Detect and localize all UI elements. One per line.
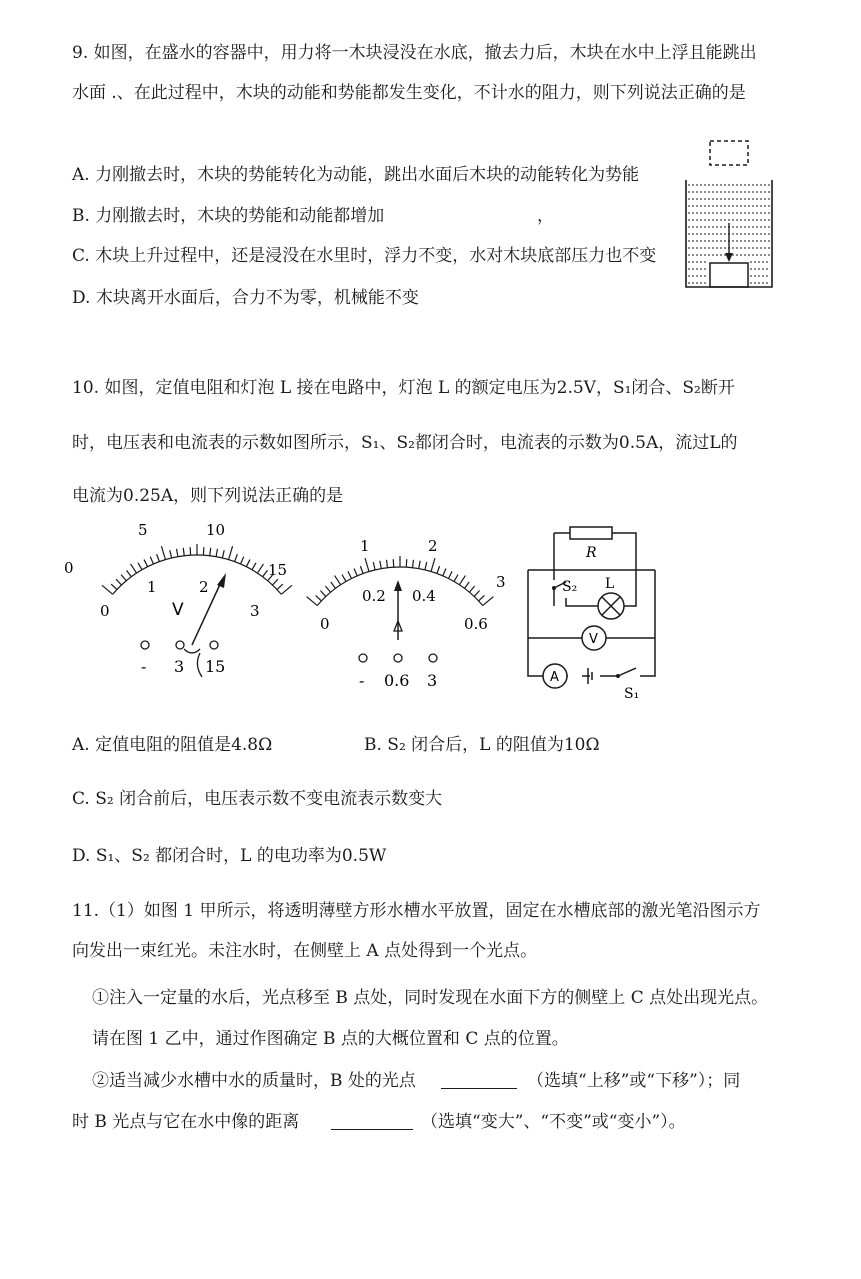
- scale-tick: [161, 546, 165, 559]
- scale-tick: [325, 586, 330, 592]
- scale-tick: [431, 558, 435, 571]
- voltmeter-top-label-5: 5: [138, 521, 148, 539]
- scale-tick: [335, 576, 341, 585]
- voltmeter-bottom-label-0: 0: [100, 602, 110, 620]
- scale-tick: [177, 549, 178, 557]
- scale-tick: [464, 582, 469, 588]
- scale-tick: [121, 575, 126, 581]
- voltmeter-terminal-label-15: 15: [205, 657, 226, 676]
- scale-tick: [320, 591, 325, 597]
- ammeter-terminal-label-3: 3: [427, 671, 438, 690]
- voltmeter-bottom-label-1: 1: [147, 578, 157, 596]
- ammeter-bottom-label-0: 0: [320, 615, 330, 633]
- q11-stem-line2: 向发出一束红光。未注水时，在侧壁上 A 点处得到一个光点。: [72, 941, 538, 961]
- scale-tick: [448, 571, 452, 578]
- switch2-pivot: [552, 586, 556, 590]
- ammeter-top-label-3: 3: [496, 573, 506, 591]
- scale-tick: [483, 597, 494, 606]
- voltmeter-terminal-label-neg: -: [141, 657, 147, 676]
- wood-block-above-water: [710, 141, 748, 165]
- ammeter-top-label-2: 2: [428, 537, 438, 555]
- scale-tick: [272, 579, 277, 585]
- voltmeter-scale-ticks: [102, 544, 292, 594]
- scale-tick: [331, 582, 336, 588]
- q11-part2-line2-start: 时 B 光点与它在水中像的距离: [72, 1112, 300, 1132]
- scale-tick: [150, 557, 153, 564]
- scale-tick: [380, 561, 381, 569]
- scale-tick: [102, 585, 113, 594]
- scale-tick: [210, 548, 211, 556]
- scale-tick: [216, 549, 217, 557]
- voltmeter-bottom-label-2: 2: [199, 578, 209, 596]
- scale-tick: [307, 597, 318, 606]
- scale-tick: [459, 576, 465, 585]
- scale-tick: [229, 546, 233, 559]
- voltmeter-terminal-15: [210, 641, 218, 649]
- ammeter-terminal-neg: [359, 654, 367, 662]
- voltmeter-top-label-0: 0: [64, 559, 74, 577]
- voltmeter-bottom-label-3: 3: [250, 602, 260, 620]
- scale-tick: [144, 560, 148, 567]
- q10-option-c: C. S₂ 闭合前后，电压表示数不变电流表示数变大: [72, 789, 443, 809]
- switch1-pivot: [616, 674, 620, 678]
- scale-tick: [348, 571, 352, 578]
- q9-option-d: D. 木块离开水面后，合力不为零，机械能不变: [72, 288, 419, 308]
- scale-tick: [138, 563, 142, 570]
- q11-part1-line2: 请在图 1 乙中，通过作图确定 B 点的大概位置和 C 点的位置。: [92, 1029, 569, 1049]
- scale-arc: [113, 555, 282, 594]
- q10-stem-line1: 10. 如图，定值电阻和灯泡 L 接在电路中，灯泡 L 的额定电压为2.5V，S₁闭合、S₂断开: [72, 378, 735, 398]
- scale-tick: [365, 558, 369, 571]
- voltmeter-terminal-neg: [141, 641, 149, 649]
- q9-option-b: B. 力刚撤去时，木块的势能和动能都增加: [72, 206, 385, 226]
- scale-tick: [246, 560, 250, 567]
- q9-stem-line2: 水面 .、在此过程中，木块的动能和势能都发生变化，不计水的阻力，则下列说法正确的是: [72, 83, 746, 103]
- lamp-label: L: [605, 576, 615, 592]
- q11-stem-line1: 11.（1）如图 1 甲所示，将透明薄壁方形水槽水平放置，固定在水槽底部的激光笔沿图示方: [72, 901, 761, 921]
- q11-part2-line2-end: （选填“变大”、“不变”或“变小”）。: [421, 1112, 686, 1132]
- scale-tick: [241, 557, 244, 564]
- lamp-cross: [602, 597, 620, 615]
- ammeter-needle-tip: [394, 580, 402, 591]
- ammeter-terminal-06: [394, 654, 402, 662]
- circuit-diagram: [520, 518, 665, 708]
- switch1-label: S₁: [624, 686, 640, 702]
- ammeter-bottom-label-06: 0.6: [464, 615, 488, 633]
- scale-tick: [183, 548, 184, 556]
- scale-tick: [127, 570, 132, 576]
- water-container-figure: [680, 135, 780, 295]
- q9-option-a: A. 力刚撤去时，木块的势能转化为动能，跳出水面后木块的动能转化为势能: [72, 165, 640, 185]
- q11-part2-line1-end: （选填“上移”或“下移”）；同: [527, 1071, 741, 1091]
- scale-tick: [342, 575, 346, 582]
- scale-tick: [469, 586, 474, 592]
- scale-tick: [474, 591, 479, 597]
- scale-tick: [354, 568, 357, 575]
- scale-tick: [111, 584, 117, 589]
- q10-stem-line2: 时，电压表和电流表的示数如图所示，S₁、S₂都闭合时，电流表的示数为0.5A，流过L的: [72, 433, 738, 453]
- scale-tick: [235, 554, 238, 562]
- scale-tick: [454, 575, 458, 582]
- voltmeter-dial: [62, 515, 302, 690]
- q10-option-d: D. S₁、S₂ 都闭合时，L 的电功率为0.5W: [72, 846, 387, 866]
- q9-stem-line1: 9. 如图，在盛水的容器中，用力将一木块浸没在水底，撤去力后，木块在水中上浮且能跳出: [72, 43, 757, 63]
- voltmeter-needle-tip: [217, 573, 226, 588]
- q11-part1-line1: ①注入一定量的水后，光点移至 B 点处，同时发现在水面下方的侧壁上 C 点处出现光点。: [92, 988, 769, 1008]
- scale-tick: [437, 566, 440, 574]
- scale-tick: [443, 568, 446, 575]
- resistor-label: R: [586, 545, 597, 561]
- scale-tick: [316, 595, 322, 600]
- switch2-label: S₂: [562, 579, 578, 595]
- ammeter-scale-ticks: [307, 556, 494, 606]
- q11-part2-line1-start: ②适当减少水槽中水的质量时，B 处的光点: [92, 1071, 416, 1091]
- scale-tick: [419, 561, 420, 569]
- voltmeter-terminal-label-3: 3: [174, 657, 185, 676]
- voltmeter-terminal-3: [176, 641, 184, 649]
- voltmeter-top-label-10: 10: [206, 521, 226, 539]
- scale-tick: [263, 570, 268, 576]
- force-arrow-head: [725, 253, 733, 262]
- q10-option-a: A. 定值电阻的阻值是4.8Ω: [72, 735, 273, 755]
- scale-tick: [479, 595, 485, 600]
- scale-tick: [157, 554, 160, 562]
- scale-tick: [360, 566, 363, 574]
- voltmeter-unit-label: V: [172, 600, 184, 620]
- scale-tick: [116, 579, 121, 585]
- ammeter-bottom-label-02: 0.2: [362, 587, 386, 605]
- voltmeter-symbol-label: V: [589, 632, 598, 647]
- q10-stem-line3: 电流为0.25A，则下列说法正确的是: [72, 486, 344, 506]
- ammeter-terminal-label-neg: -: [359, 671, 365, 690]
- scale-tick: [222, 550, 224, 558]
- scale-tick: [257, 564, 263, 573]
- wood-block-bottom: [710, 263, 748, 287]
- voltmeter-top-label-15: 15: [268, 561, 288, 579]
- voltmeter-wire: [184, 649, 202, 677]
- scale-tick: [277, 584, 283, 589]
- q11-blank-2[interactable]: [331, 1129, 413, 1130]
- scale-tick: [170, 550, 172, 558]
- ammeter-top-label-1: 1: [360, 537, 370, 555]
- scale-tick: [413, 560, 414, 568]
- q9-option-c: C. 木块上升过程中，还是浸没在水里时，浮力不变，水对木块底部压力也不变: [72, 246, 657, 266]
- ammeter-bottom-label-04: 0.4: [412, 587, 436, 605]
- q10-option-b: B. S₂ 闭合后，L 的阻值为10Ω: [364, 735, 600, 755]
- scale-tick: [425, 562, 427, 570]
- scale-tick: [131, 564, 137, 573]
- q9-option-b-mark: ，: [537, 206, 554, 226]
- ammeter-terminal-label-06: 0.6: [384, 671, 410, 690]
- scale-tick: [373, 562, 375, 570]
- scale-tick: [252, 563, 256, 570]
- ammeter-terminal-3: [429, 654, 437, 662]
- ammeter-dial: [288, 525, 528, 700]
- q11-blank-1[interactable]: [441, 1088, 517, 1089]
- ammeter-symbol-label: A: [550, 670, 559, 685]
- switch1-blade: [618, 668, 636, 676]
- scale-tick: [387, 560, 388, 568]
- resistor-symbol: [570, 527, 612, 539]
